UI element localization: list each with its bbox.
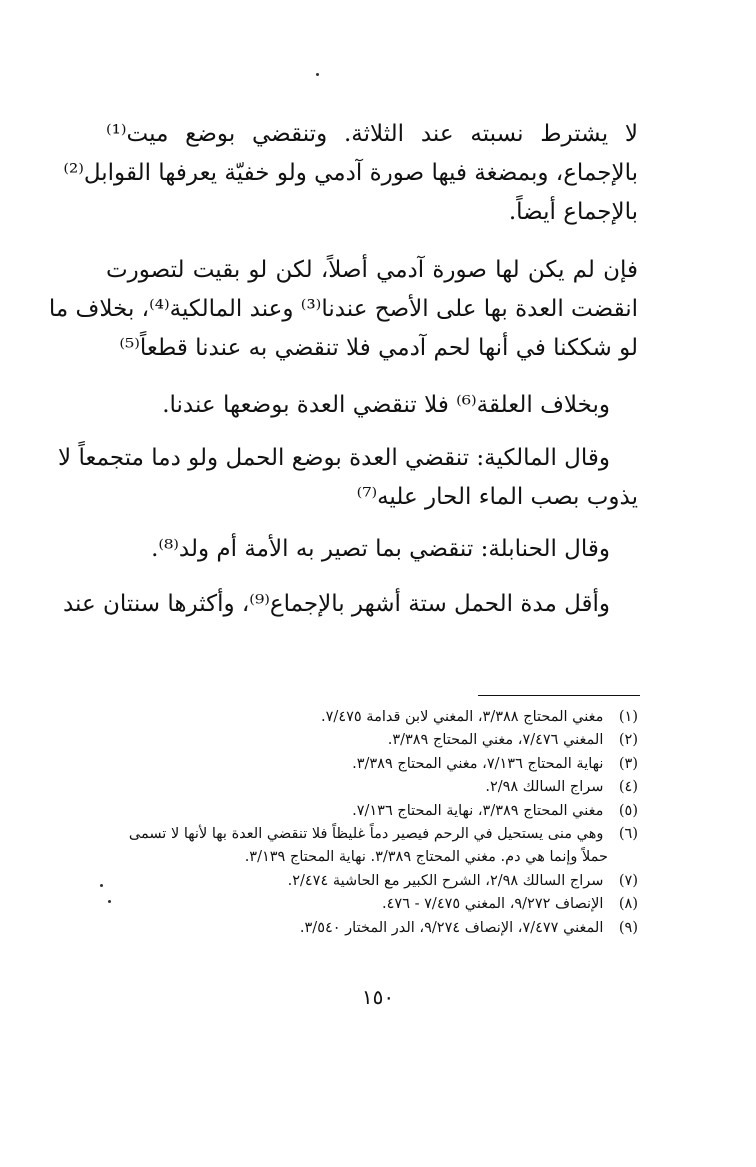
footnote — [103, 753, 638, 776]
footnote — [103, 800, 638, 823]
footnote — [103, 870, 638, 893]
footnote — [103, 823, 638, 870]
footnote-number: (٨) — [618, 896, 638, 913]
text-line: لا يشترط نسبته عند الثلاثة. وتنقضي بوضع ميت⁽¹⁾ — [106, 121, 638, 147]
footnote-number: (٣) — [618, 755, 638, 772]
main-text — [62, 585, 638, 624]
main-text — [106, 530, 638, 569]
footnote-text: وهي منى يستحيل في الرحم فيصير دماً غليظاً فلا تنقضي العدة بها لأنها لا تسمى — [128, 826, 604, 843]
footnotes — [103, 706, 638, 940]
footnote-number: (١) — [618, 709, 638, 725]
footnote-text: مغني المحتاج ٣/٣٨٩، نهاية المحتاج ٧/١٣٦. — [352, 802, 604, 819]
main-text — [106, 386, 638, 425]
footnote-text: مغني المحتاج ٣/٣٨٨، المغني لابن قدامة ٧/٤٧٥. — [321, 709, 604, 725]
footnote-number: (٢) — [618, 732, 638, 749]
footnote — [103, 893, 638, 916]
footnote — [103, 706, 638, 729]
main-text — [48, 251, 638, 368]
footnote-text: سراج السالك ٢/٩٨. — [485, 779, 604, 796]
footnote — [103, 776, 638, 799]
footnote-text: نهاية المحتاج ٧/١٣٦، مغني المحتاج ٣/٣٨٩. — [352, 755, 604, 772]
text-line: وقال المالكية: تنقضي العدة بوضع الحمل ولو دما متجمعاً لا — [58, 445, 610, 471]
footnote — [103, 917, 638, 940]
footnote-text: سراج السالك ٢/٩٨، الشرح الكبير مع الحاشية ٢/٤٧٤. — [287, 872, 604, 889]
text-line: بالإجماع أيضاً. — [508, 199, 638, 225]
page-number: ١٥٠ — [361, 985, 395, 1009]
text-line: انقضت العدة بها على الأصح عندنا⁽³⁾ وعند المالكية⁽⁴⁾، بخلاف ما — [48, 296, 638, 322]
footnote-text: المغني ٧/٤٧٧، الإنصاف ٩/٢٧٤، الدر المختار ٣/٥٤٠. — [299, 919, 604, 936]
footnote-number: (٥) — [618, 802, 638, 819]
footnote-number: (٩) — [618, 919, 638, 936]
footnote-separator — [478, 695, 640, 696]
main-text — [63, 115, 638, 232]
footnote-number: (٦) — [618, 826, 638, 843]
text-line: وأقل مدة الحمل ستة أشهر بالإجماع⁽⁹⁾، وأكثرها سنتان عند — [62, 591, 610, 617]
text-line: وبخلاف العلقة⁽⁶⁾ فلا تنقضي العدة بوضعها عندنا. — [162, 392, 610, 418]
text-line: وقال الحنابلة: تنقضي بما تصير به الأمة أم ولد⁽⁸⁾. — [151, 536, 610, 562]
footnote-text-continued: حملاً وإنما هي دم. مغني المحتاج ٣/٣٨٩. نهاية المحتاج ٣/١٣٩. — [244, 849, 608, 866]
text-line: فإن لم يكن لها صورة آدمي أصلاً، لكن لو بقيت لتصورت — [106, 257, 638, 283]
footnote-number: (٧) — [618, 872, 638, 889]
ink-speck — [316, 73, 319, 76]
paragraph-2 — [48, 251, 638, 368]
footnote-text: المغني ٧/٤٧٦، مغني المحتاج ٣/٣٨٩. — [387, 732, 604, 749]
footnote-number: (٤) — [618, 779, 638, 796]
footnote-text: الإنصاف ٩/٢٧٢، المغني ٧/٤٧٥ - ٤٧٦. — [382, 896, 604, 913]
text-line: يذوب بصب الماء الحار عليه⁽⁷⁾ — [356, 484, 638, 510]
main-text — [58, 439, 638, 517]
text-line: بالإجماع، وبمضغة فيها صورة آدمي ولو خفيّة يعرفها القوابل⁽²⁾ — [63, 160, 638, 186]
paragraph-1 — [63, 115, 638, 232]
footnote — [103, 729, 638, 752]
text-line: لو شككنا في أنها لحم آدمي فلا تنقضي به عندنا قطعاً⁽⁵⁾ — [119, 335, 638, 361]
